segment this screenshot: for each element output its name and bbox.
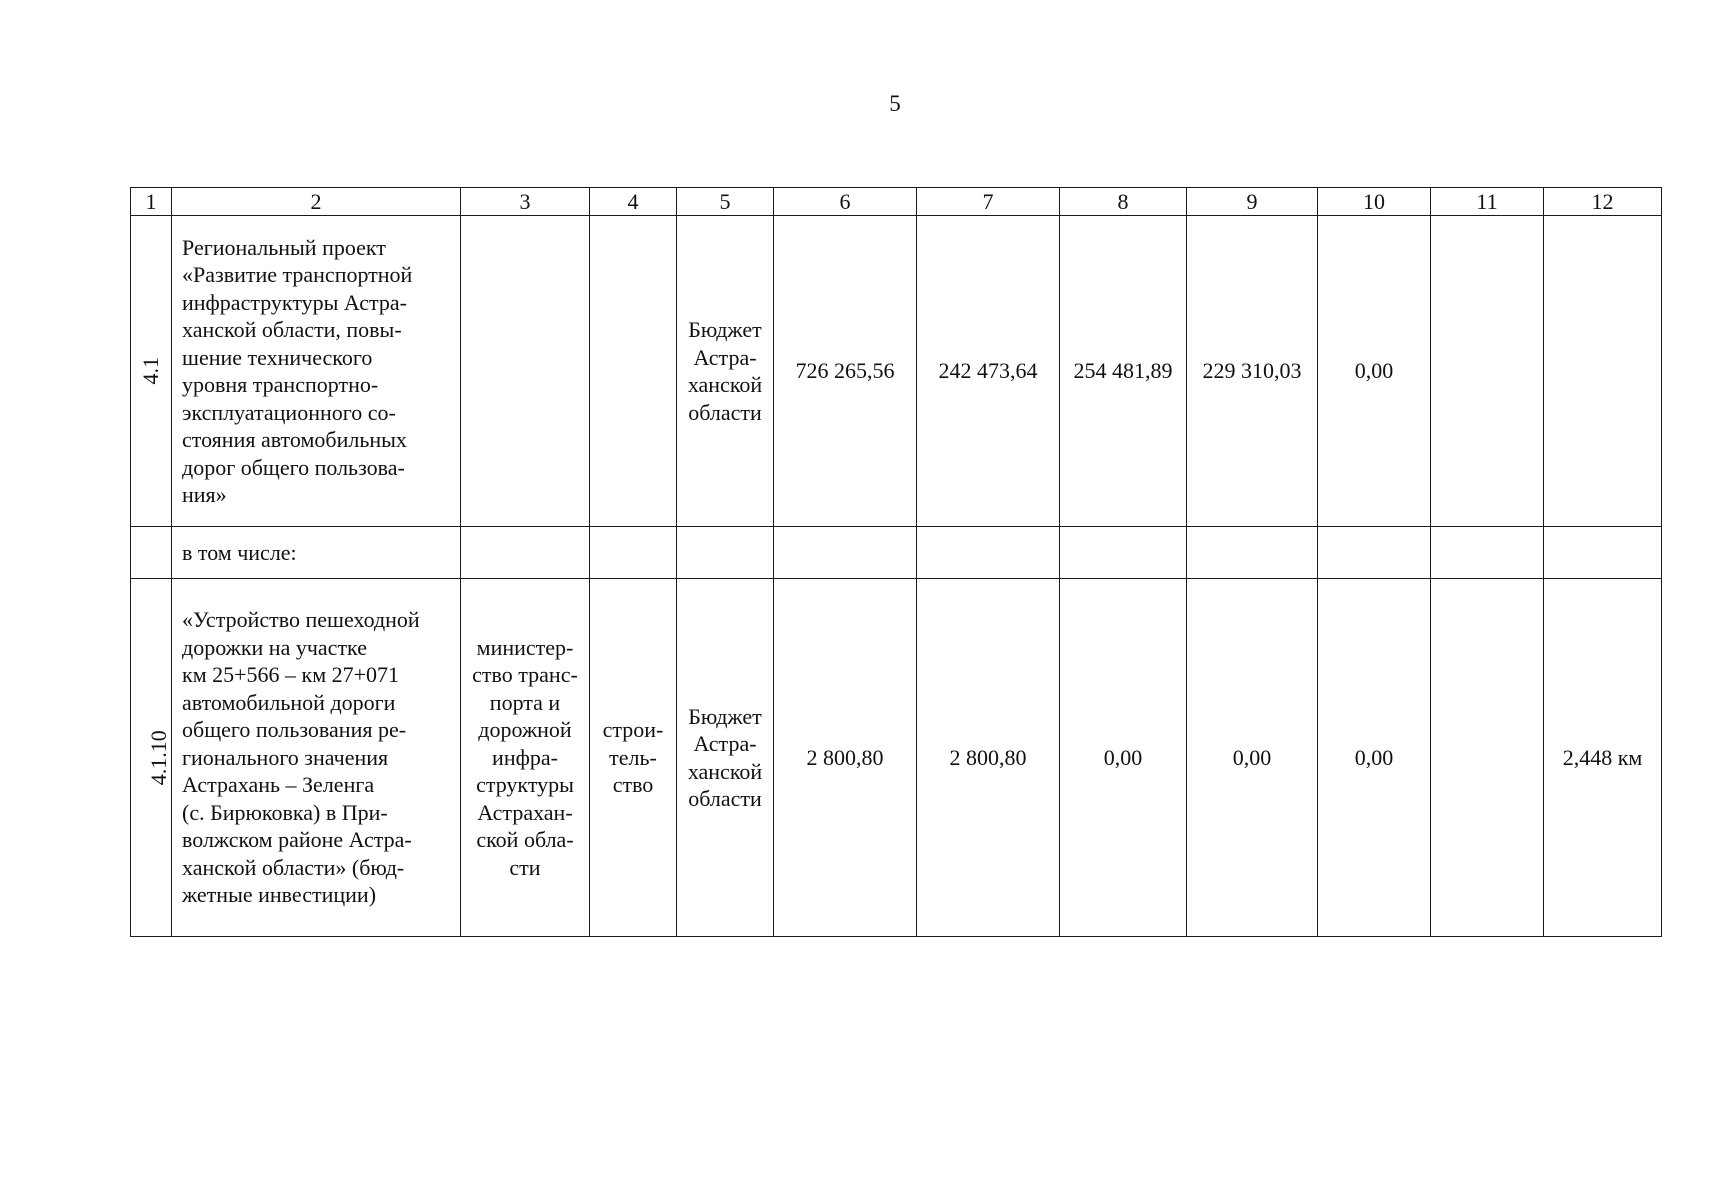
year-1-amount-cell (917, 527, 1060, 579)
column-number-cell: 1 (131, 188, 172, 216)
year-2-amount: 254 481,89 (1073, 358, 1173, 384)
funding-source-cell (677, 579, 774, 937)
executor-cell (461, 579, 590, 937)
year-4-amount-cell (1318, 527, 1431, 579)
row-number-cell (131, 216, 172, 527)
column-number-cell: 3 (461, 188, 590, 216)
year-3-amount: 229 310,03 (1202, 358, 1302, 384)
page-number: 5 (889, 91, 901, 116)
column-number-cell: 2 (172, 188, 461, 216)
work-type-cell (590, 527, 677, 579)
result: 2,448 км (1562, 744, 1643, 770)
year-2-amount: 0,00 (1103, 744, 1143, 770)
column-number-row (131, 188, 1662, 216)
total-amount-cell (774, 579, 917, 937)
year-1-amount-cell (917, 216, 1060, 527)
column-11-cell (1431, 579, 1544, 937)
table-row-4-1-10 (131, 579, 1662, 937)
column-number-cell: 9 (1187, 188, 1318, 216)
work-type-cell (590, 579, 677, 937)
column-number-cell: 6 (774, 188, 917, 216)
result-cell (1544, 216, 1662, 527)
table-row-including (131, 527, 1662, 579)
program-table (130, 187, 1662, 937)
year-4-amount: 0,00 (1354, 358, 1394, 384)
table-row-4-1 (131, 216, 1662, 527)
work-type-cell (590, 216, 677, 527)
funding-source-cell (677, 216, 774, 527)
work-type: строи- тель- ство (602, 717, 664, 798)
column-number-cell: 7 (917, 188, 1060, 216)
column-number-cell: 10 (1318, 188, 1431, 216)
year-1-amount: 2 800,80 (949, 744, 1027, 770)
total-amount: 726 265,56 (795, 358, 895, 384)
total-amount-cell (774, 216, 917, 527)
row-number-cell (131, 579, 172, 937)
year-1-amount-cell (917, 579, 1060, 937)
column-11-cell (1431, 527, 1544, 579)
column-number-cell: 5 (677, 188, 774, 216)
row-number: 4.1.10 (145, 730, 171, 785)
total-amount: 2 800,80 (806, 744, 884, 770)
year-4-amount-cell (1318, 579, 1431, 937)
year-3-amount-cell (1187, 216, 1318, 527)
activity-name: «Устройство пешеходной дорожки на участке км 25+566 – км 27+071 автомобильной дороги общего пользования ре- гионального значения Астрахань – Зеленга (с. Бирюковка) в При- волжском районе Астра- ханской области» (бюд- жетные инвестиции) (182, 607, 420, 908)
column-11-cell (1431, 216, 1544, 527)
year-2-amount-cell (1060, 579, 1187, 937)
result-cell (1544, 579, 1662, 937)
year-4-amount: 0,00 (1354, 744, 1394, 770)
year-3-amount-cell (1187, 527, 1318, 579)
funding-source: Бюджет Астра- ханской области (687, 317, 763, 425)
column-number-cell: 11 (1431, 188, 1544, 216)
year-3-amount-cell (1187, 579, 1318, 937)
row-number-cell (131, 527, 172, 579)
column-number-cell: 8 (1060, 188, 1187, 216)
activity-name-cell (172, 579, 461, 937)
year-2-amount-cell (1060, 216, 1187, 527)
year-2-amount-cell (1060, 527, 1187, 579)
year-1-amount: 242 473,64 (938, 358, 1038, 384)
column-number-cell: 4 (590, 188, 677, 216)
including-label: в том числе: (182, 539, 297, 565)
year-4-amount-cell (1318, 216, 1431, 527)
executor-cell (461, 527, 590, 579)
executor-cell (461, 216, 590, 527)
activity-name-cell (172, 216, 461, 527)
row-number: 4.1 (138, 357, 164, 385)
total-amount-cell (774, 527, 917, 579)
activity-name: Региональный проект «Развитие транспортной инфраструктуры Астра- ханской области, повы- шение технического уровня транспортно- эксплуатационного со- стояния автомобильных дорог общего пользова- ния» (182, 234, 413, 507)
column-number-cell: 12 (1544, 188, 1662, 216)
year-3-amount: 0,00 (1232, 744, 1272, 770)
activity-name-cell (172, 527, 461, 579)
funding-source: Бюджет Астра- ханской области (687, 703, 763, 811)
funding-source-cell (677, 527, 774, 579)
result-cell (1544, 527, 1662, 579)
executor: министер- ство транс- порта и дорожной инфра- структуры Астрахан- ской обла- сти (472, 634, 578, 880)
